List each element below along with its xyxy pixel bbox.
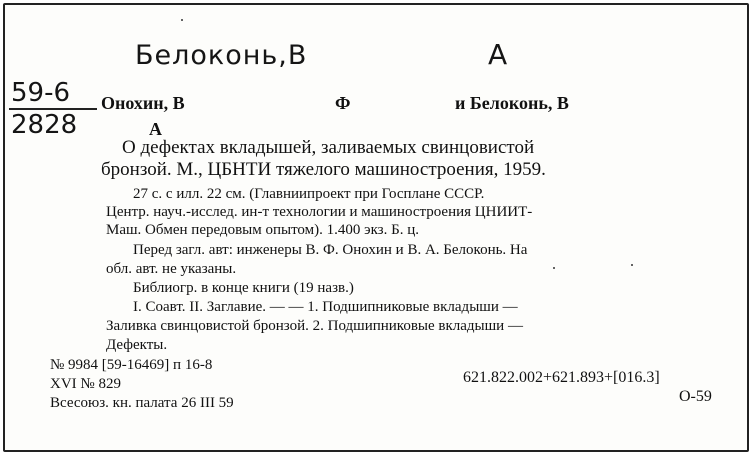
speck: [631, 264, 633, 266]
card-code: О-59: [679, 388, 712, 405]
call-number-bottom: 2828: [11, 110, 78, 140]
heading-letter-f: Ф: [335, 93, 351, 113]
book-chamber-stamp: Всесоюз. кн. палата 26 III 59: [50, 395, 234, 411]
section-number: XVI № 829: [50, 376, 121, 392]
handwritten-author: Белоконь,В: [135, 40, 308, 71]
title-line-1: О дефектах вкладышей, заливаемых свинцовистой: [122, 137, 535, 158]
description-line-1: 27 с. с илл. 22 см. (Главниипроект при Госплане СССР.: [133, 186, 485, 202]
handwritten-letter: А: [488, 38, 508, 71]
title-line-2: бронзой. М., ЦБНТИ тяжелого машиностроения, 1959.: [101, 159, 546, 180]
udc-classification: 621.822.002+621.893+[016.3]: [463, 369, 660, 386]
description-line-3: Маш. Обмен передовым опытом). 1.400 экз. Б. ц.: [106, 222, 419, 238]
registry-number: № 9984 [59-16469] п 16-8: [50, 357, 213, 373]
catalog-card: [3, 3, 749, 452]
bibliography-note: Библиогр. в конце книги (19 назв.): [133, 280, 354, 296]
heading-coauthor: и Белоконь, В: [455, 93, 569, 113]
note-line-2: обл. авт. не указаны.: [106, 261, 237, 277]
speck: [553, 267, 555, 269]
speck: [181, 19, 183, 21]
subject-line-2: Заливка свинцовистой бронзой. 2. Подшипниковые вкладыши —: [106, 318, 523, 334]
note-line-1: Перед загл. авт: инженеры В. Ф. Онохин и В. А. Белоконь. На: [133, 242, 528, 258]
description-line-2: Центр. науч.-исслед. ин-т технологии и машиностроения ЦНИИТ-: [106, 204, 533, 220]
subject-line-3: Дефекты.: [106, 337, 168, 353]
subject-line-1: I. Соавт. II. Заглавие. — — 1. Подшипниковые вкладыши —: [133, 299, 518, 315]
call-number-top: 59-6: [11, 78, 71, 108]
heading-authors: Онохин, В: [101, 93, 185, 113]
heading-letter-a: А: [149, 119, 162, 139]
